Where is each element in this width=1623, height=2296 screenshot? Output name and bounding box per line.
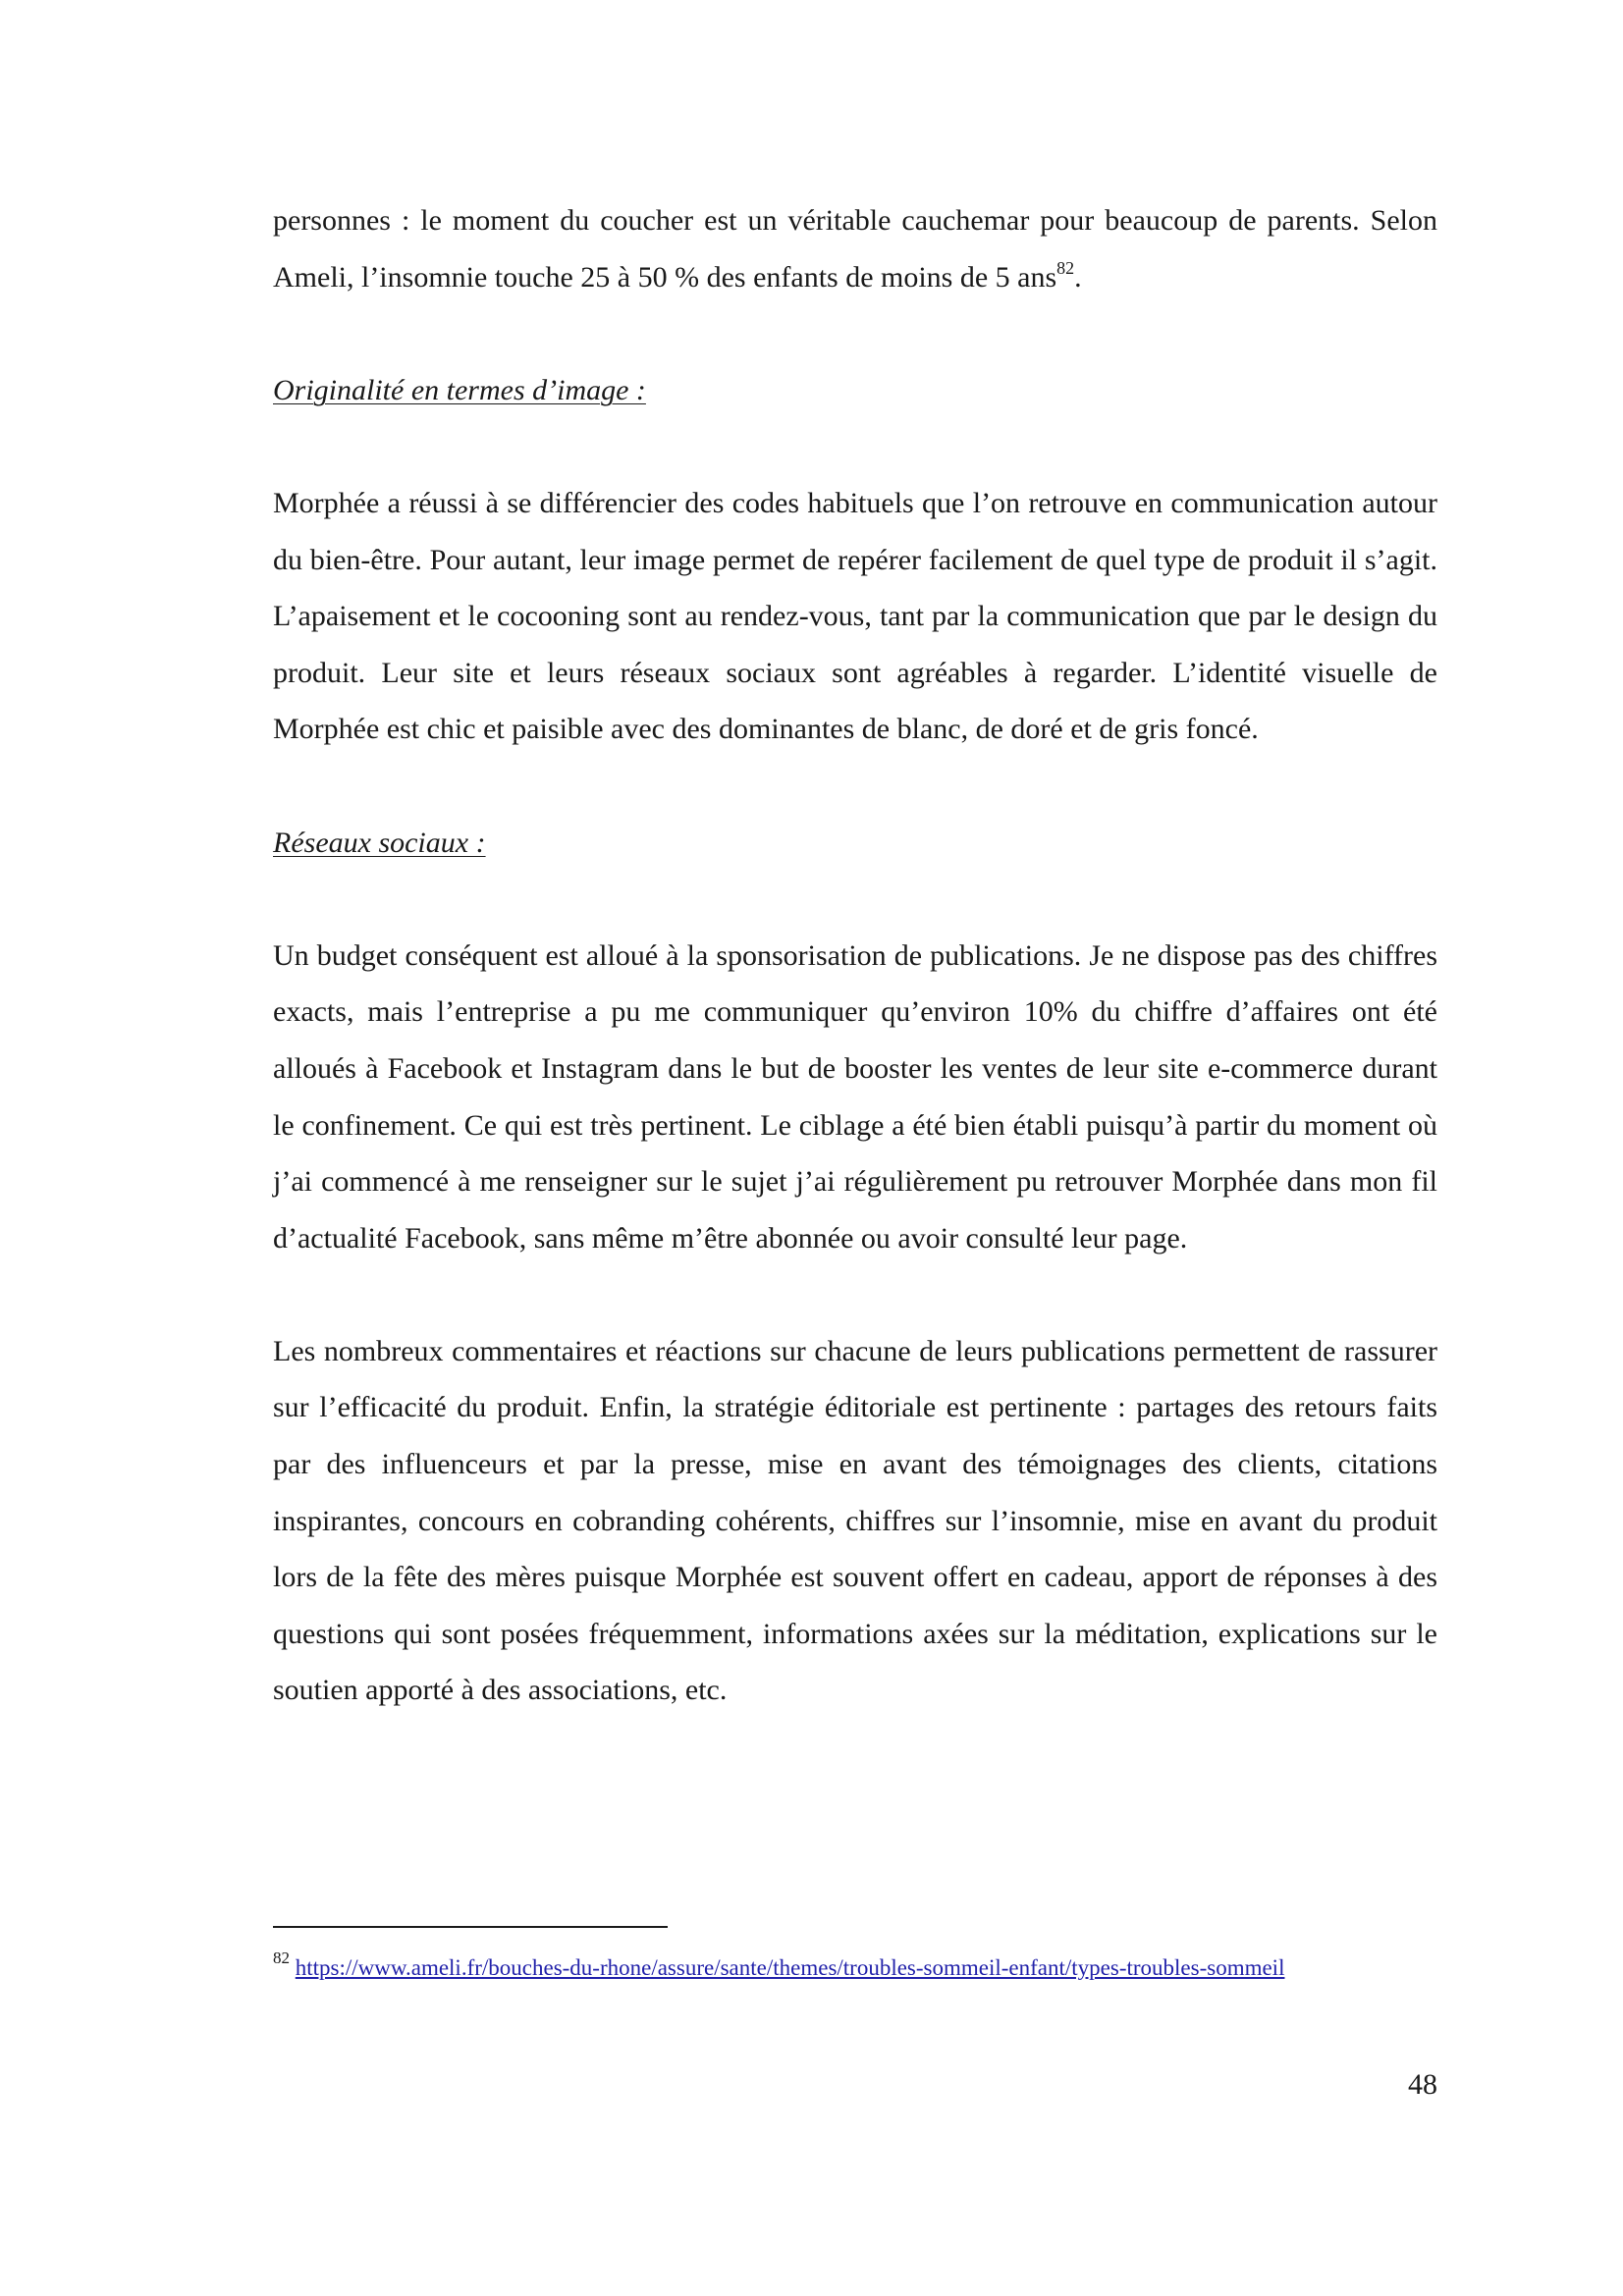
footnote-link[interactable]: https://www.ameli.fr/bouches-du-rhone/assure/sante/themes/troubles-sommeil-enfant/types-troubles-sommeil (295, 1955, 1285, 1980)
intro-text: personnes : le moment du coucher est un véritable cauchemar pour beaucoup de parents. Selon Ameli, l’insomnie touche 25 à 50 % des enfants de moins de 5 ans (273, 204, 1437, 294)
section-heading-image: Originalité en termes d’image : (273, 373, 646, 406)
page-number: 48 (1408, 2068, 1437, 2101)
paragraph-image: Morphée a réussi à se différencier des codes habituels que l’on retrouve en communication autour du bien-être. Pour autant, leur image permet de repérer facilement de quel type de produit il s’agit. L’apaisement et le cocooning sont au rendez-vous, tant par la communication que par le design du produit. Leur site et leurs réseaux sociaux sont agréables à regarder. L’identité visuelle de Morphée est chic et paisible avec des dominantes de blanc, de doré et de gris foncé. (273, 486, 1437, 746)
page-body (273, 192, 1437, 1719)
spacer (273, 1266, 1437, 1323)
spacer (273, 305, 1437, 362)
spacer (273, 758, 1437, 815)
intro-paragraph (273, 192, 1437, 305)
section-heading-social: Réseaux sociaux : (273, 826, 486, 859)
footnote-number: 82 (273, 1949, 290, 1968)
paragraph-social-1: Un budget conséquent est alloué à la sponsorisation de publications. Je ne dispose pas des chiffres exacts, mais l’entreprise a pu me communiquer qu’environ 10% du chiffre d’affaires ont été alloués à Facebook et Instagram dans le but de booster les ventes de leur site e-commerce durant le confinement. Ce qui est très pertinent. Le ciblage a été bien établi puisqu’à partir du moment où j’ai commencé à me renseigner sur le sujet j’ai régulièrement pu retrouver Morphée dans mon fil d’actualité Facebook, sans même m’être abonnée ou avoir consulté leur page. (273, 938, 1437, 1255)
paragraph-social-2: Les nombreux commentaires et réactions sur chacune de leurs publications permettent de rassurer sur l’efficacité du produit. Enfin, la stratégie éditoriale est pertinente : partages des retours faits par des influenceurs et par la presse, mise en avant des témoignages des clients, citations inspirantes, concours en cobranding cohérents, chiffres sur l’insomnie, mise en avant du produit lors de la fête des mères puisque Morphée est souvent offert en cadeau, apport de réponses à des questions qui sont posées fréquemment, informations axées sur la méditation, explications sur le soutien apporté à des associations, etc. (273, 1334, 1437, 1707)
footnote-reference: 82 (1056, 257, 1075, 278)
footnote-separator (273, 1926, 668, 1928)
footnote (273, 1951, 1437, 1984)
spacer (273, 418, 1437, 475)
intro-end: . (1074, 260, 1082, 294)
spacer (273, 871, 1437, 928)
heading-social-line (273, 815, 1437, 872)
heading-image-line (273, 362, 1437, 419)
